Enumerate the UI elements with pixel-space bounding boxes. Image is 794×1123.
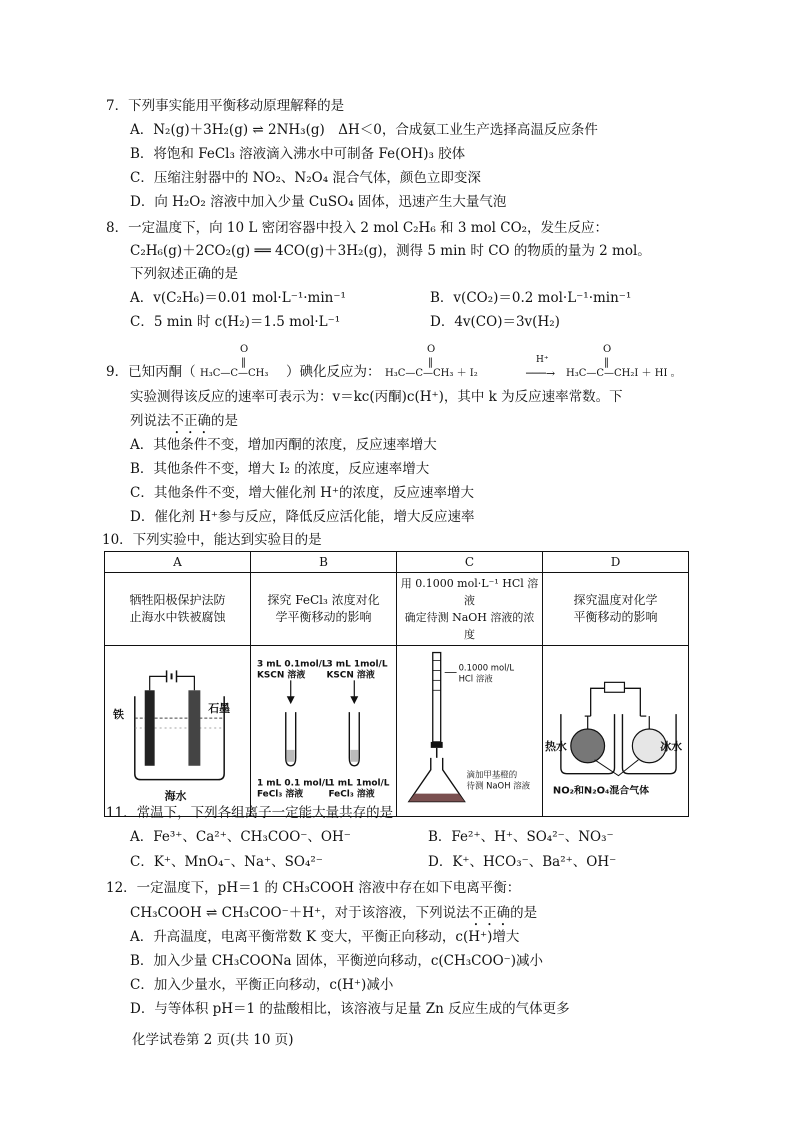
hcl-conc-label: 0.1000 mol/L: [458, 662, 515, 673]
q9-option-d: D．催化剂 H⁺参与反应，降低反应活化能，增大反应速率: [130, 509, 475, 525]
q10-desc-c-l2: 确定待测 NaOH 溶液的浓度: [404, 611, 535, 641]
q10-desc-d-l2: 平衡移动的影响: [573, 610, 658, 624]
kscn-low-name: KSCN 溶液: [256, 670, 306, 681]
titration-diagram: [397, 646, 542, 816]
graphite-electrode: [188, 690, 200, 765]
q7-option-d: D．向 H₂O₂ 溶液中加入少量 CuSO₄ 固体，迅速产生大量气泡: [130, 194, 507, 210]
q9-catalyst: H⁺: [536, 355, 549, 365]
q9-reaction-arrow: ───→: [526, 367, 556, 380]
q8-stem2: 下列叙述正确的是: [130, 266, 238, 282]
q10-col-a: A: [105, 552, 251, 573]
q10-pic-c: [397, 646, 543, 817]
q9-line3-b: 的是: [211, 413, 238, 429]
q10-pic-d: [543, 646, 689, 817]
q9-option-c: C．其他条件不变，增大催化剂 H⁺的浓度，反应速率增大: [130, 485, 475, 501]
burette: [433, 653, 441, 742]
kscn-low-amount: 3 mL 0.1mol/L: [256, 659, 328, 670]
q10-experiment-table: [104, 551, 689, 817]
q8-option-c: C．5 min 时 c(H₂)＝1.5 mol·L⁻¹: [130, 314, 341, 330]
iron-electrode: [145, 690, 155, 765]
q10-desc-row: [105, 573, 689, 646]
q12-eq-b: 的是: [510, 905, 538, 921]
clamp: [605, 682, 625, 692]
q12-equation: [130, 903, 537, 929]
hcl-name-label: HCl 溶液: [458, 673, 493, 684]
q10-desc-a-l2: 止海水中铁被腐蚀: [129, 610, 226, 624]
q9-line2: 实验测得该反应的速率可表示为：v＝kc(丙酮)c(H⁺)，其中 k 为反应速率常数。下: [130, 389, 623, 405]
q9-line3: [130, 411, 238, 437]
q12-option-d: D．与等体积 pH＝1 的盐酸相比，该溶液与足量 Zn 反应生成的气体更多: [130, 1001, 570, 1017]
q10-stem: 10．下列实验中，能达到实验目的是: [102, 532, 322, 548]
q11-option-d: D．K⁺、HCO₃⁻、Ba²⁺、OH⁻: [428, 854, 617, 870]
iron-label: 铁: [112, 708, 124, 722]
q9-acetone-double-bond: ‖: [241, 357, 246, 368]
q9-product-double-bond: ‖: [604, 357, 609, 368]
q10-picture-row: [105, 646, 689, 817]
q9-line3-emphasis: 不正确: [170, 413, 211, 429]
fecl3-low-amount: 1 mL 0.1 mol/L: [256, 778, 331, 789]
graphite-label: 石墨: [208, 702, 231, 716]
q11-option-a: A．Fe³⁺、Ca²⁺、CH₃COO⁻、OH⁻: [130, 829, 351, 845]
q9-reactant-oxygen: O: [427, 344, 436, 355]
q12-option-b: B．加入少量 CH₃COONa 固体，平衡逆向移动，c(CH₃COO⁻)减小: [130, 953, 544, 969]
kscn-high-amount: 3 mL 1mol/L: [326, 659, 388, 670]
q10-col-c: C: [397, 552, 543, 573]
q9-stem-a: 9．已知丙酮（: [106, 364, 196, 380]
q9-stem-b: ）碘化反应为：: [286, 364, 381, 380]
q10-desc-d-l1: 探究温度对化学: [573, 593, 658, 607]
q7-stem: 7．下列事实能用平衡移动原理解释的是: [106, 98, 345, 114]
q9-reactant-double-bond: ‖: [428, 357, 433, 368]
stopcock: [431, 742, 443, 748]
q10-pic-b: [251, 646, 397, 817]
q10-col-d: D: [543, 552, 689, 573]
q9-acetone-structure: H₃C—C—CH₃: [200, 368, 269, 379]
page-footer: 化学试卷第 2 页(共 10 页): [132, 1032, 294, 1048]
q10-desc-b: [251, 573, 397, 646]
q12-option-c: C．加入少量水，平衡正向移动，c(H⁺)减小: [130, 977, 394, 993]
test-tubes-diagram: [251, 646, 396, 816]
beaker-electrodes-diagram: [105, 646, 250, 816]
q10-col-b: B: [251, 552, 397, 573]
q10-desc-d: [543, 573, 689, 646]
q7-option-c: C．压缩注射器中的 NO₂、N₂O₄ 混合气体，颜色立即变深: [130, 170, 481, 186]
kscn-high-name: KSCN 溶液: [326, 670, 375, 681]
q12-option-a: A．升高温度，电离平衡常数 K 变大，平衡正向移动，c(H⁺)增大: [130, 929, 520, 945]
q9-acetone-oxygen: O: [240, 344, 249, 355]
q10-desc-a: [105, 573, 251, 646]
q12-stem: 12．一定温度下，pH＝1 的 CH₃COOH 溶液中存在如下电离平衡：: [106, 880, 521, 896]
q8-equation: C₂H₆(g)＋2CO₂(g) ══ 4CO(g)＋3H₂(g)，测得 5 min 时 CO 的物质的量为 2 mol。: [130, 243, 651, 259]
fecl3-high-amount: 1 mL 1mol/L: [328, 778, 390, 789]
bulb-hot: [571, 729, 605, 763]
naoh-indicator-label: 滴加甲基橙的: [466, 769, 518, 780]
q9-reactant: H₃C—C—CH₃ ＋ I₂: [385, 368, 478, 379]
seawater-label: 海水: [164, 789, 187, 803]
q9-option-b: B．其他条件不变，增大 I₂ 的浓度，反应速率增大: [130, 461, 430, 477]
q7-option-a: A．N₂(g)＋3H₂(g) ⇌ 2NH₃(g) ΔH＜0，合成氨工业生产选择高温反应条件: [130, 122, 598, 138]
q12-eq-emphasis: 不正确: [469, 905, 511, 921]
naoh-name-label: 待测 NaOH 溶液: [466, 780, 531, 791]
q10-desc-a-l1: 牺牲阳极保护法防: [129, 593, 226, 607]
q9-product: H₃C—C—CH₂I ＋ HI 。: [566, 368, 681, 379]
hot-water-label: 热水: [544, 739, 567, 753]
q11-stem: 11．常温下，下列各组离子一定能大量共存的是: [106, 805, 394, 821]
fecl3-low-name: FeCl₃ 溶液: [256, 789, 304, 800]
q11-option-c: C．K⁺、MnO₄⁻、Na⁺、SO₄²⁻: [130, 854, 323, 870]
q10-desc-b-l1: 探究 FeCl₃ 浓度对化: [267, 593, 380, 607]
q9-product-oxygen: O: [603, 344, 612, 355]
q10-desc-b-l2: 学平衡移动的影响: [275, 610, 372, 624]
no2-temperature-diagram: [543, 646, 688, 816]
q9-line3-a: 列说法: [130, 413, 171, 429]
q8-option-b: B．v(CO₂)＝0.2 mol·L⁻¹·min⁻¹: [430, 290, 632, 306]
fecl3-high-name: FeCl₃ 溶液: [328, 789, 375, 800]
q7-option-b: B．将饱和 FeCl₃ 溶液滴入沸水中可制备 Fe(OH)₃ 胶体: [130, 146, 466, 162]
q10-desc-c: [397, 573, 543, 646]
q12-eq-a: CH₃COOH ⇌ CH₃COO⁻＋H⁺，对于该溶液，下列说法: [130, 905, 470, 921]
gas-mixture-label: NO₂和N₂O₄混合气体: [552, 785, 650, 797]
q9-option-a: A．其他条件不变，增加丙酮的浓度，反应速率增大: [130, 437, 437, 453]
q10-header-row: [105, 552, 689, 573]
ice-water-label: 冰水: [660, 739, 683, 753]
q10-pic-a: [105, 646, 251, 817]
q8-stem: 8．一定温度下，向 10 L 密闭容器中投入 2 mol C₂H₆ 和 3 mol CO₂，发生反应：: [106, 220, 609, 236]
q10-desc-c-l1: 用 0.1000 mol·L⁻¹ HCl 溶液: [400, 577, 539, 607]
q8-option-d: D．4v(CO)＝3v(H₂): [430, 314, 560, 330]
q11-option-b: B．Fe²⁺、H⁺、SO₄²⁻、NO₃⁻: [428, 829, 614, 845]
q8-option-a: A．v(C₂H₆)＝0.01 mol·L⁻¹·min⁻¹: [130, 290, 346, 306]
